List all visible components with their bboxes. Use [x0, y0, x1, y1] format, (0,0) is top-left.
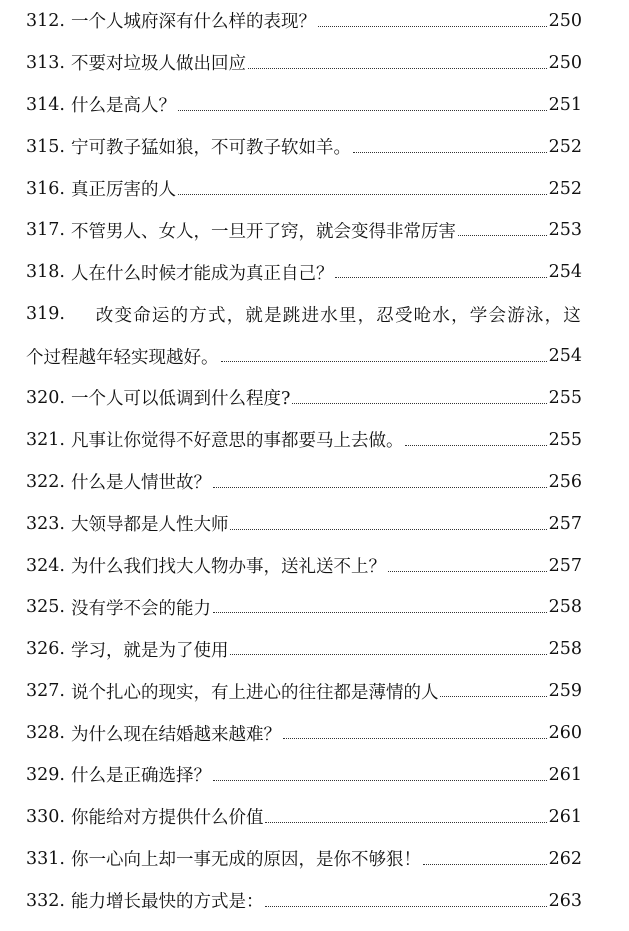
entry-title: 说个扎心的现实，有上进心的往往都是薄情的人	[70, 682, 439, 703]
entry-number: 319.	[26, 304, 65, 325]
dot-leader	[292, 402, 546, 404]
toc-entry-325[interactable]	[26, 586, 582, 628]
dot-leader	[388, 570, 547, 572]
entry-title: 不管男人、女人，一旦开了窍，就会变得非常厉害	[70, 221, 456, 242]
entry-number: 323.	[26, 513, 65, 534]
dot-leader	[283, 737, 547, 739]
entry-title: 一个人可以低调到什么程度?	[70, 389, 291, 410]
entry-page: 263	[548, 890, 582, 911]
dot-leader	[248, 67, 547, 69]
entry-number: 316.	[26, 178, 65, 199]
entry-title: 能力增长最快的方式是：	[70, 892, 264, 913]
entry-number: 317.	[26, 220, 65, 241]
toc-entry-317[interactable]	[26, 209, 582, 251]
entry-title: 你一心向上却一事无成的原因，是你不够狠！	[70, 850, 421, 871]
entry-title: 什么是人情世故？	[70, 473, 211, 494]
dot-leader	[405, 444, 546, 446]
dot-leader	[213, 611, 547, 613]
entry-number: 330.	[26, 806, 65, 827]
dot-leader	[230, 653, 546, 655]
entry-number: 325.	[26, 597, 65, 618]
entry-page: 250	[548, 10, 582, 31]
entry-title: 没有学不会的能力	[70, 598, 211, 619]
entry-number: 328.	[26, 723, 65, 744]
dot-leader	[178, 193, 547, 195]
dot-leader	[335, 276, 546, 278]
entry-page: 256	[548, 471, 582, 492]
entry-title: 一个人城府深有什么样的表现？	[70, 12, 316, 33]
toc-entry-312[interactable]	[26, 0, 582, 42]
entry-title: 人在什么时候才能成为真正自己？	[70, 263, 334, 284]
toc-entry-322[interactable]	[26, 461, 582, 503]
toc-entry-332[interactable]	[26, 880, 582, 922]
entry-title: 你能给对方提供什么价值	[70, 808, 264, 829]
entry-number: 312.	[26, 10, 65, 31]
toc-entry-326[interactable]	[26, 628, 582, 670]
dot-leader	[458, 234, 547, 236]
entry-page: 251	[548, 94, 582, 115]
toc-entry-315[interactable]	[26, 126, 582, 168]
dot-leader	[353, 151, 547, 153]
toc-entry-329[interactable]	[26, 754, 582, 796]
entry-title: 为什么现在结婚越来越难？	[70, 724, 281, 745]
dot-leader	[440, 695, 546, 697]
dot-leader	[221, 360, 547, 362]
entry-page: 257	[548, 555, 582, 576]
entry-number: 324.	[26, 555, 65, 576]
entry-title: 为什么我们找大人物办事，送礼送不上？	[70, 557, 386, 578]
dot-leader	[178, 109, 547, 111]
entry-page: 258	[548, 639, 582, 660]
entry-number: 315.	[26, 136, 65, 157]
toc-entry-313[interactable]	[26, 42, 582, 84]
toc-entry-318[interactable]	[26, 251, 582, 293]
entry-page: 252	[548, 178, 582, 199]
dot-leader	[423, 863, 547, 865]
toc-entry-328[interactable]	[26, 712, 582, 754]
entry-page: 255	[548, 429, 582, 450]
toc-entry-331[interactable]	[26, 838, 582, 880]
entry-page: 252	[548, 136, 582, 157]
entry-page: 254	[548, 346, 582, 367]
dot-leader	[318, 25, 547, 27]
entry-number: 322.	[26, 471, 65, 492]
toc-entry-327[interactable]	[26, 670, 582, 712]
toc-entry-320[interactable]	[26, 377, 582, 419]
entry-number: 318.	[26, 262, 65, 283]
entry-title: 大领导都是人性大师	[70, 515, 229, 536]
toc-entry-324[interactable]	[26, 545, 582, 587]
entry-page: 260	[548, 723, 582, 744]
entry-page: 254	[548, 262, 582, 283]
entry-page: 262	[548, 848, 582, 869]
entry-page: 258	[548, 597, 582, 618]
toc-entry-323[interactable]	[26, 503, 582, 545]
entry-number: 329.	[26, 764, 65, 785]
dot-leader	[230, 528, 546, 530]
dot-leader	[265, 905, 546, 907]
entry-title: 什么是正确选择？	[70, 766, 211, 787]
entry-number: 313.	[26, 52, 65, 73]
table-of-contents	[26, 0, 582, 922]
entry-page: 255	[548, 387, 582, 408]
entry-number: 326.	[26, 639, 65, 660]
dot-leader	[213, 779, 547, 781]
entry-page: 261	[548, 764, 582, 785]
entry-number: 332.	[26, 890, 65, 911]
entry-number: 327.	[26, 681, 65, 702]
entry-title: 真正厉害的人	[70, 180, 176, 200]
entry-title: 不要对垃圾人做出回应	[70, 54, 246, 75]
entry-title: 宁可教子猛如狼，不可教子软如羊。	[70, 138, 351, 159]
entry-title: 什么是高人？	[70, 96, 176, 117]
toc-entry-319[interactable]	[26, 293, 582, 377]
entry-title-line-1: 改变命运的方式，就是跳进水里，忍受呛水，学会游泳，这	[95, 305, 582, 326]
toc-entry-314[interactable]	[26, 84, 582, 126]
entry-page: 253	[548, 220, 582, 241]
dot-leader	[213, 486, 547, 488]
entry-number: 331.	[26, 848, 65, 869]
toc-entry-330[interactable]	[26, 796, 582, 838]
entry-page: 250	[548, 52, 582, 73]
entry-title-line-2: 个过程越年轻实现越好。	[26, 347, 219, 368]
entry-number: 321.	[26, 429, 65, 450]
dot-leader	[265, 821, 546, 823]
entry-page: 259	[548, 681, 582, 702]
toc-entry-316[interactable]	[26, 168, 582, 210]
entry-page: 261	[548, 806, 582, 827]
entry-number: 320.	[26, 387, 65, 408]
toc-entry-321[interactable]	[26, 419, 582, 461]
entry-title: 凡事让你觉得不好意思的事都要马上去做。	[70, 431, 404, 452]
entry-number: 314.	[26, 94, 65, 115]
entry-page: 257	[548, 513, 582, 534]
entry-title: 学习，就是为了使用	[70, 640, 229, 661]
